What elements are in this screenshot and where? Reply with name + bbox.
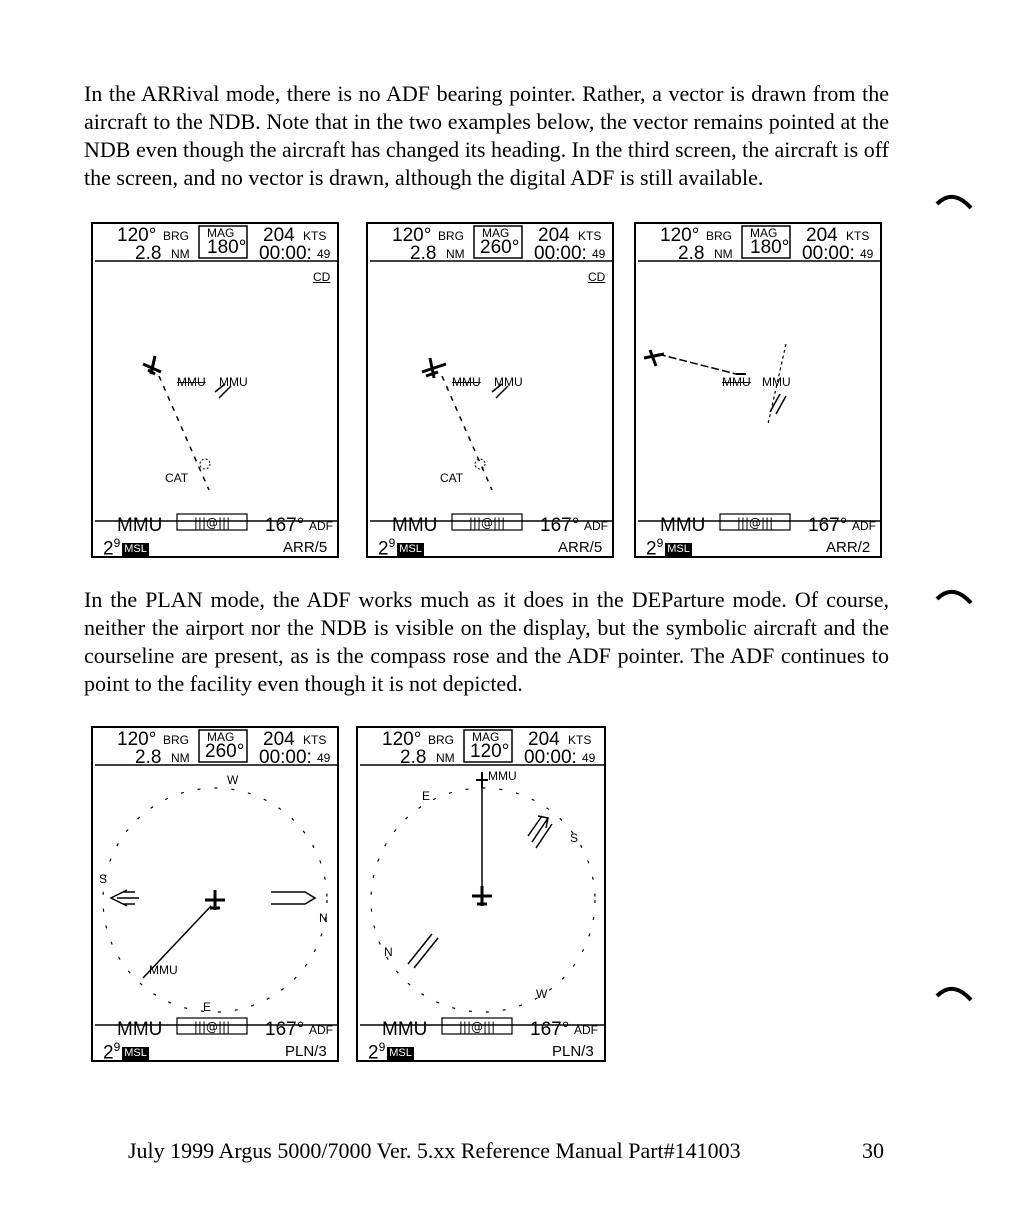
plan-screen-1	[91, 726, 339, 1062]
rose-south: S	[570, 831, 579, 845]
arr-screen-1-graphics	[93, 224, 339, 558]
heading-value: 180°	[750, 237, 790, 258]
arr-screen-3-graphics	[636, 224, 882, 558]
adf-bearing: 167°	[530, 1019, 570, 1040]
distance-unit: NM	[446, 247, 465, 261]
distance-unit: NM	[171, 247, 190, 261]
waypoint-label: MMU	[177, 375, 206, 389]
speed-unit: KTS	[568, 733, 592, 747]
arr-screen-1	[91, 222, 339, 558]
margin-mark-icon	[935, 585, 975, 609]
plan-screen-2-graphics	[358, 728, 606, 1062]
altitude: $2^9$ MSL	[103, 536, 147, 558]
arr-screen-3	[634, 222, 882, 558]
adf-arrow-icon	[111, 890, 139, 906]
arr-screen-2-graphics	[368, 224, 614, 558]
ndb-icon	[200, 459, 210, 469]
course-line	[658, 354, 736, 374]
cdi-label: CD	[588, 270, 606, 284]
speed-unit: KTS	[303, 733, 327, 747]
mode-label: ARR/5	[283, 539, 328, 556]
waypoint-label: MMU	[452, 375, 481, 389]
svg-text:|||@|||: |||@|||	[193, 1020, 231, 1034]
waypoint-id: MMU	[117, 1019, 163, 1040]
margin-mark-icon	[935, 190, 975, 214]
time-value: 00:00:	[802, 243, 855, 264]
adf-unit: ADF	[309, 1023, 333, 1037]
speed-value: 204	[538, 225, 570, 246]
bearing-unit: BRG	[163, 733, 190, 747]
time-seconds: 49	[317, 247, 331, 261]
aircraft-icon	[472, 886, 492, 906]
time-value: 00:00:	[524, 747, 577, 768]
speed-value: 204	[263, 729, 295, 750]
bearing-value: 120°	[660, 225, 700, 246]
margin-mark-icon	[935, 982, 975, 1006]
speed-value: 204	[528, 729, 560, 750]
distance-unit: NM	[171, 751, 190, 765]
aircraft-icon	[422, 358, 446, 378]
aircraft-icon	[644, 350, 664, 366]
distance-value: 2.8	[410, 243, 437, 264]
adf-head-icon	[528, 816, 552, 848]
speed-value: 204	[806, 225, 838, 246]
svg-text:|||@|||: |||@|||	[468, 516, 506, 530]
waypoint-icon	[476, 772, 488, 788]
bearing-unit: BRG	[428, 733, 455, 747]
altitude: $2^9$ MSL	[368, 1040, 412, 1062]
mag-label: MAG	[750, 226, 778, 240]
distance-value: 2.8	[135, 747, 162, 768]
ndb-label: MMU	[494, 375, 523, 389]
distance-unit: NM	[714, 247, 733, 261]
waypoint-label: MMU	[722, 375, 751, 389]
distance-value: 2.8	[678, 243, 705, 264]
rose-west: W	[536, 987, 548, 1001]
mag-label: MAG	[472, 730, 500, 744]
altitude: $2^9$ MSL	[646, 536, 690, 558]
mode-label: ARR/2	[826, 539, 871, 556]
city-label: CAT	[165, 471, 189, 485]
heading-value: 260°	[205, 741, 245, 762]
speed-unit: KTS	[303, 229, 327, 243]
svg-text:|||@|||: |||@|||	[193, 516, 231, 530]
distance-value: 2.8	[135, 243, 162, 264]
speed-value: 204	[263, 225, 295, 246]
waypoint-id: MMU	[392, 515, 438, 536]
bearing-unit: BRG	[706, 229, 733, 243]
heading-value: 180°	[207, 237, 247, 258]
distance-value: 2.8	[400, 747, 427, 768]
mag-label: MAG	[207, 226, 235, 240]
time-seconds: 49	[860, 247, 874, 261]
adf-bearing: 167°	[540, 515, 580, 536]
waypoint-id: MMU	[660, 515, 706, 536]
cdi-label: CD	[313, 270, 331, 284]
bearing-value: 120°	[392, 225, 432, 246]
page-number: 30	[862, 1138, 884, 1163]
bearing-value: 120°	[117, 729, 157, 750]
rose-east: E	[203, 1000, 212, 1014]
distance-unit: NM	[436, 751, 455, 765]
mode-label: PLN/3	[552, 1043, 594, 1060]
rose-west: W	[227, 773, 239, 787]
page-footer: July 1999 Argus 5000/7000 Ver. 5.xx Reference Manual Part#141003	[128, 1138, 741, 1163]
adf-tail-icon	[271, 892, 315, 904]
time-seconds: 49	[317, 751, 331, 765]
adf-unit: ADF	[574, 1023, 598, 1037]
adf-tail-icon	[408, 934, 438, 968]
bearing-unit: BRG	[438, 229, 465, 243]
mode-label: PLN/3	[285, 1043, 327, 1060]
arrival-paragraph: In the ARRival mode, there is no ADF bearing pointer. Rather, a vector is drawn from the aircraft to the NDB. Note that in the two examples below, the vector remains pointed at the NDB even though the aircraft has changed its heading. In the third screen, the aircraft is off the screen, and no vector is drawn, although the digital ADF is still available.	[84, 81, 889, 190]
altitude: $2^9$ MSL	[103, 1040, 147, 1062]
heading-value: 260°	[480, 237, 520, 258]
speed-unit: KTS	[846, 229, 870, 243]
ndb-label: MMU	[762, 375, 791, 389]
plan-screen-1-graphics	[93, 728, 339, 1062]
waypoint-label: MMU	[488, 769, 517, 783]
city-label: CAT	[440, 471, 464, 485]
altitude: $2^9$ MSL	[378, 536, 422, 558]
adf-unit: ADF	[309, 519, 333, 533]
mag-label: MAG	[482, 226, 510, 240]
rose-north: N	[384, 945, 393, 959]
svg-text:|||@|||: |||@|||	[736, 516, 774, 530]
aircraft-icon	[205, 890, 225, 910]
ndb-label: MMU	[149, 963, 178, 977]
bearing-value: 120°	[117, 225, 157, 246]
time-seconds: 49	[592, 247, 606, 261]
svg-text:|||@|||: |||@|||	[458, 1020, 496, 1034]
adf-unit: ADF	[584, 519, 608, 533]
rose-east: E	[422, 789, 431, 803]
ndb-label: MMU	[219, 375, 248, 389]
waypoint-id: MMU	[382, 1019, 428, 1040]
plan-paragraph: In the PLAN mode, the ADF works much as it does in the DEParture mode. Of course, neither the airport nor the NDB is visible on the display, but the symbolic aircraft and the courseline are present, as is the compass rose and the ADF pointer. The ADF continues to point to the facility even though it is not depicted.	[84, 587, 889, 696]
time-seconds: 49	[582, 751, 596, 765]
rose-north: N	[319, 911, 328, 925]
speed-unit: KTS	[578, 229, 602, 243]
rose-south: S	[99, 872, 108, 886]
aircraft-icon	[143, 356, 161, 374]
adf-bearing: 167°	[265, 515, 305, 536]
time-value: 00:00:	[259, 747, 312, 768]
bearing-value: 120°	[382, 729, 422, 750]
mag-label: MAG	[207, 730, 235, 744]
time-value: 00:00:	[534, 243, 587, 264]
bearing-unit: BRG	[163, 229, 190, 243]
mode-label: ARR/5	[558, 539, 603, 556]
heading-value: 120°	[470, 741, 510, 762]
adf-bearing: 167°	[265, 1019, 305, 1040]
adf-bearing: 167°	[808, 515, 848, 536]
waypoint-id: MMU	[117, 515, 163, 536]
ndb-icon	[475, 459, 485, 469]
adf-unit: ADF	[852, 519, 876, 533]
arr-screen-2	[366, 222, 614, 558]
time-value: 00:00:	[259, 243, 312, 264]
plan-screen-2	[356, 726, 606, 1062]
